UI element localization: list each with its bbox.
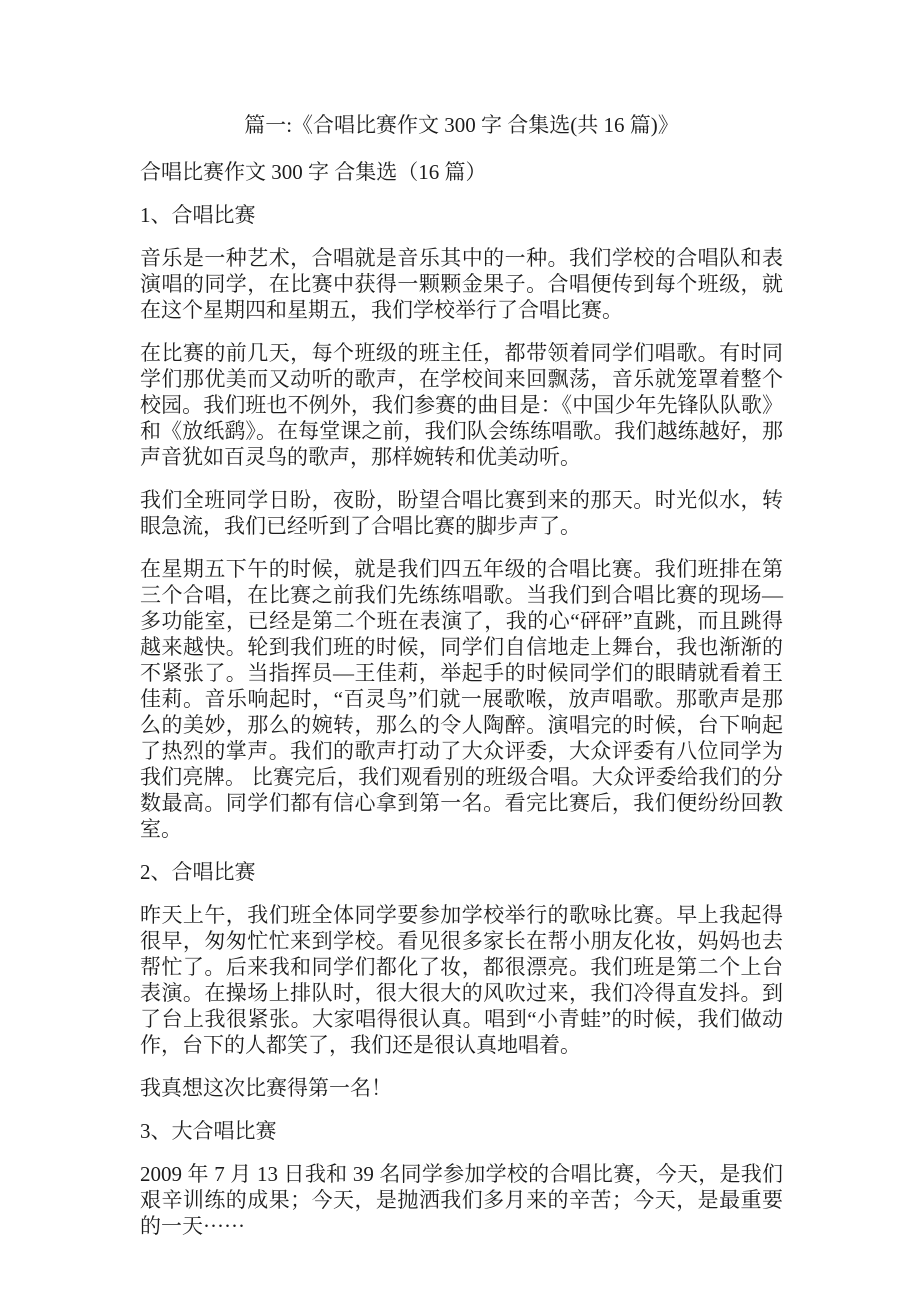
paragraph-essay2-wish: 我真想这次比赛得第一名！ xyxy=(140,1076,392,1100)
paragraph-essay2-body: 昨天上午，我们班全体同学要参加学校举行的歌咏比赛。早上我起得很早，匆匆忙忙来到学校。看见很多家长在帮小朋友化妆，妈妈也去帮忙了。后来我和同学们都化了妆，都很漂亮。我们班是第二个上台表演。在操场上排队时，很大很大的风吹过来，我们冷得直发抖。到了台上我很紧张。大家唱得很认真。唱到“小青蛙”的时候，我们做动作，台下的人都笑了，我们还是很认真地唱着。 xyxy=(140,903,783,1057)
paragraph-essay1-practice: 在比赛的前几天，每个班级的班主任，都带领着同学们唱歌。有时同学们那优美而又动听的歌声，在学校间来回飘荡，音乐就笼罩着整个校园。我们班也不例外，我们参赛的曲目是：《中国少年先锋队队歌》和《放纸鹞》。在每堂课之前，我们队会练练唱歌。我们越练越好，那声音犹如百灵鸟的歌声，那样婉转和优美动听。 xyxy=(140,341,783,469)
section-heading-3: 3、大合唱比赛 xyxy=(140,1119,277,1143)
paragraph-essay1-competition: 在星期五下午的时候，就是我们四五年级的合唱比赛。我们班排在第三个合唱，在比赛之前我们先练练唱歌。当我们到合唱比赛的现场—多功能室，已经是第二个班在表演了，我的心“砰砰”直跳，而且跳得越来越快。轮到我们班的时候，同学们自信地走上舞台，我也渐渐的不紧张了。当指挥员—王佳莉，举起手的时候同学们的眼睛就看着王佳莉。音乐响起时，“百灵鸟”们就一展歌喉，放声唱歌。那歌声是那么的美妙，那么的婉转，那么的令人陶醉。演唱完的时候，台下响起了热烈的掌声。我们的歌声打动了大众评委，大众评委有八位同学为我们亮牌。 比赛完后，我们观看别的班级合唱。大众评委给我们的分数最高。同学们都有信心拿到第一名。看完比赛后，我们便纷纷回教室。 xyxy=(140,557,783,841)
paragraph-essay1-intro: 音乐是一种艺术，合唱就是音乐其中的一种。我们学校的合唱队和表演唱的同学，在比赛中获得一颗颗金果子。合唱便传到每个班级，就在这个星期四和星期五，我们学校举行了合唱比赛。 xyxy=(140,246,783,322)
section-heading-1: 1、合唱比赛 xyxy=(140,203,256,227)
document-title: 篇一:《合唱比赛作文 300 字 合集选(共 16 篇)》 xyxy=(244,113,679,137)
paragraph-essay3-body: 2009 年 7 月 13 日我和 39 名同学参加学校的合唱比赛，今天，是我们艰辛训练的成果；今天，是抛洒我们多月来的辛苦；今天，是最重要的一天······ xyxy=(140,1162,783,1238)
document-subtitle: 合唱比赛作文 300 字 合集选（16 篇） xyxy=(140,160,487,184)
paragraph-essay1-anticipation: 我们全班同学日盼，夜盼，盼望合唱比赛到来的那天。时光似水，转眼急流，我们已经听到了合唱比赛的脚步声了。 xyxy=(140,488,783,538)
section-heading-2: 2、合唱比赛 xyxy=(140,860,256,884)
